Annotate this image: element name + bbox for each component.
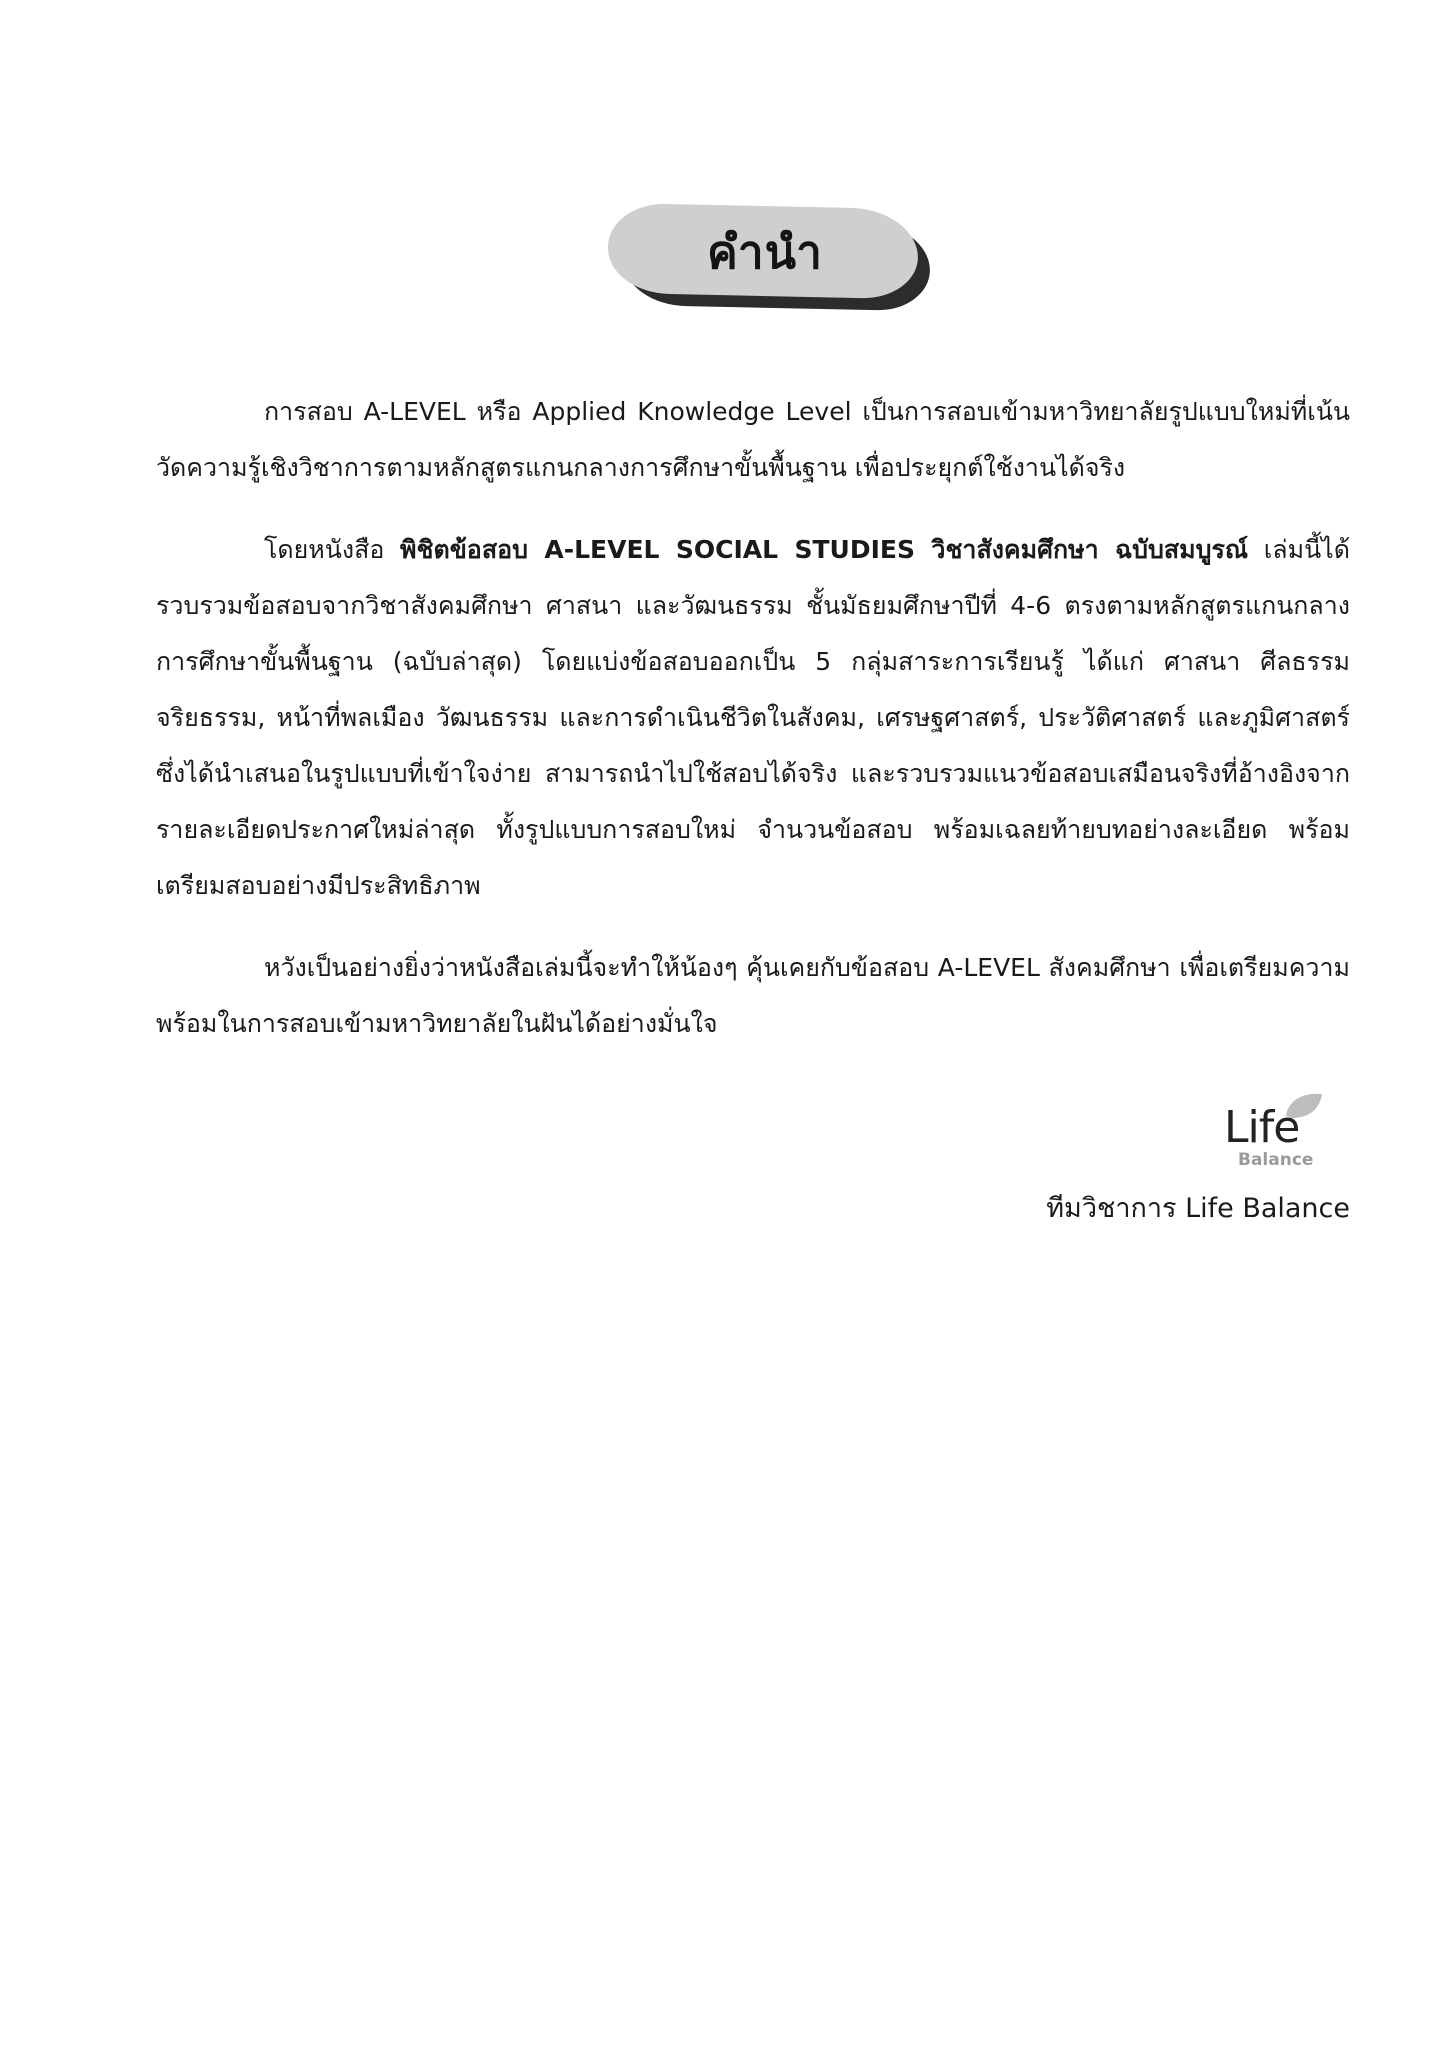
signature-block [950,1088,1350,1229]
paragraph-2 [156,522,1350,914]
life-balance-logo [1224,1088,1334,1174]
preface-body [156,384,1350,1078]
page-title: คำนำ [707,225,823,279]
paragraph-2-lead: โดยหนังสือ [264,535,401,564]
logo-balance-text: Balance [1238,1150,1314,1170]
title-badge [608,206,934,312]
signature-team: ทีมวิชาการ Life Balance [1046,1193,1350,1224]
paragraph-3: หวังเป็นอย่างยิ่งว่าหนังสือเล่มนี้จะทำให้น้องๆ คุ้นเคยกับข้อสอบ A-LEVEL สังคมศึกษา เพื่อเตรียมความพร้อมในการสอบเข้ามหาวิทยาลัยในฝันได้อย่างมั่นใจ [156,953,1350,1038]
book-title: พิชิตข้อสอบ A-LEVEL SOCIAL STUDIES วิชาสังคมศึกษา ฉบับสมบูรณ์ [400,535,1249,564]
logo-life-text: Life [1224,1102,1300,1153]
paragraph-1: การสอบ A-LEVEL หรือ Applied Knowledge Level เป็นการสอบเข้ามหาวิทยาลัยรูปแบบใหม่ที่เน้นวัดความรู้เชิงวิชาการตามหลักสูตรแกนกลางการศึกษาขั้นพื้นฐาน เพื่อประยุกต์ใช้งานได้จริง [156,397,1350,482]
paragraph-2-rest: เล่มนี้ได้รวบรวมข้อสอบจากวิชาสังคมศึกษา ศาสนา และวัฒนธรรม ชั้นมัธยมศึกษาปีที่ 4-6 ตรงตามหลักสูตรแกนกลางการศึกษาขั้นพื้นฐาน (ฉบับล่าสุด) โดยแบ่งข้อสอบออกเป็น 5 กลุ่มสาระการเรียนรู้ ได้แก่ ศาสนา ศีลธรรม จริยธรรม, หน้าที่พลเมือง วัฒนธรรม และการดำเนินชีวิตในสังคม, เศรษฐศาสตร์, ประวัติศาสตร์ และภูมิศาสตร์ ซึ่งได้นำเสนอในรูปแบบที่เข้าใจง่าย สามารถนำไปใช้สอบได้จริง และรวบรวมแนวข้อสอบเสมือนจริงที่อ้างอิงจากรายละเอียดประกาศใหม่ล่าสุด ทั้งรูปแบบการสอบใหม่ จำนวนข้อสอบ พร้อมเฉลยท้ายบทอย่างละเอียด พร้อมเตรียมสอบอย่างมีประสิทธิภาพ [156,535,1350,900]
